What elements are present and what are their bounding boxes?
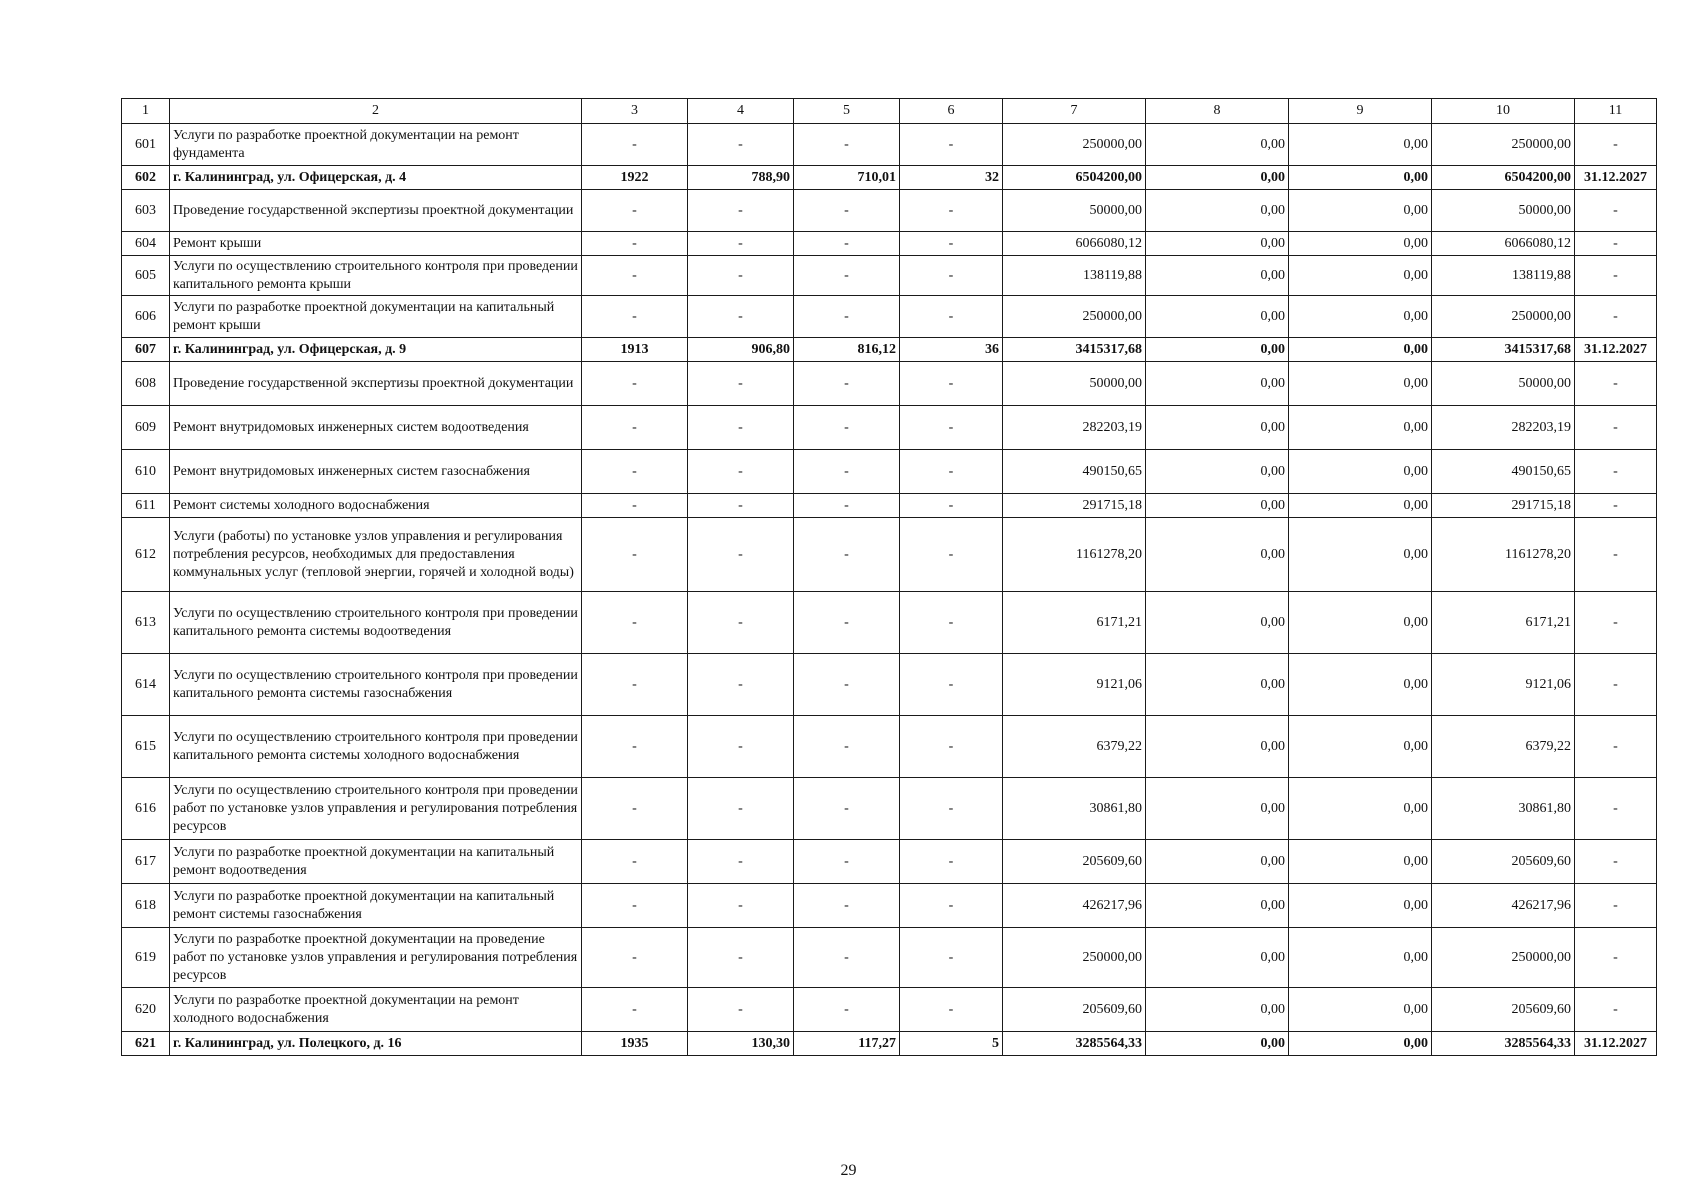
total-cost-cell: 205609,60 [1003, 988, 1146, 1032]
living-area-cell: 117,27 [794, 1032, 900, 1056]
fund-cost-cell: 0,00 [1146, 450, 1289, 494]
living-area-cell: - [794, 296, 900, 338]
table-body [122, 99, 1657, 1056]
deadline-cell: - [1575, 494, 1657, 518]
year-built-cell: - [582, 716, 688, 778]
row-number-cell: 606 [122, 296, 170, 338]
total-area-cell: - [688, 406, 794, 450]
total-area-cell: - [688, 840, 794, 884]
year-built-cell: 1935 [582, 1032, 688, 1056]
row-number-cell: 617 [122, 840, 170, 884]
year-built-cell: - [582, 296, 688, 338]
year-built-cell: - [582, 450, 688, 494]
residents-cell: 5 [900, 1032, 1003, 1056]
living-area-cell: - [794, 232, 900, 256]
work-row [122, 654, 1657, 716]
year-built-cell: - [582, 654, 688, 716]
address-row [122, 166, 1657, 190]
row-number-cell: 604 [122, 232, 170, 256]
total-area-cell: - [688, 716, 794, 778]
total-area-cell: - [688, 256, 794, 296]
page-number: 29 [840, 1162, 857, 1179]
work-row [122, 884, 1657, 928]
row-number-cell: 620 [122, 988, 170, 1032]
living-area-cell: - [794, 988, 900, 1032]
living-area-cell: - [794, 256, 900, 296]
deadline-cell: - [1575, 840, 1657, 884]
total-area-cell: - [688, 654, 794, 716]
total-cost-cell: 138119,88 [1003, 256, 1146, 296]
year-built-cell: - [582, 124, 688, 166]
fund-cost-cell: 0,00 [1146, 338, 1289, 362]
row-number-cell: 613 [122, 592, 170, 654]
header-cell: 9 [1289, 99, 1432, 124]
fund-cost-cell: 0,00 [1146, 778, 1289, 840]
work-name-cell: Услуги по разработке проектной документации на ремонт фундамента [170, 124, 582, 166]
work-name-cell: Ремонт внутридомовых инженерных систем водоотведения [170, 406, 582, 450]
row-number-cell: 611 [122, 494, 170, 518]
deadline-cell: - [1575, 592, 1657, 654]
work-row [122, 362, 1657, 406]
total-area-cell: - [688, 592, 794, 654]
work-name-cell: г. Калининград, ул. Офицерская, д. 9 [170, 338, 582, 362]
work-name-cell: Ремонт крыши [170, 232, 582, 256]
deadline-cell: - [1575, 124, 1657, 166]
owners-cost-cell: 6171,21 [1432, 592, 1575, 654]
living-area-cell: - [794, 494, 900, 518]
deadline-cell: - [1575, 884, 1657, 928]
deadline-cell: 31.12.2027 [1575, 1032, 1657, 1056]
work-name-cell: Услуги по осуществлению строительного контроля при проведении капитального ремонта крыши [170, 256, 582, 296]
header-cell: 2 [170, 99, 582, 124]
work-row [122, 840, 1657, 884]
work-row [122, 988, 1657, 1032]
owners-cost-cell: 205609,60 [1432, 840, 1575, 884]
budget-cost-cell: 0,00 [1289, 716, 1432, 778]
year-built-cell: - [582, 494, 688, 518]
header-cell: 8 [1146, 99, 1289, 124]
year-built-cell: - [582, 518, 688, 592]
residents-cell: - [900, 988, 1003, 1032]
living-area-cell: - [794, 716, 900, 778]
owners-cost-cell: 30861,80 [1432, 778, 1575, 840]
living-area-cell: - [794, 592, 900, 654]
living-area-cell: - [794, 928, 900, 988]
owners-cost-cell: 250000,00 [1432, 296, 1575, 338]
year-built-cell: - [582, 232, 688, 256]
total-cost-cell: 1161278,20 [1003, 518, 1146, 592]
header-row [122, 99, 1657, 124]
total-area-cell: 906,80 [688, 338, 794, 362]
residents-cell: - [900, 518, 1003, 592]
budget-cost-cell: 0,00 [1289, 884, 1432, 928]
total-area-cell: - [688, 884, 794, 928]
total-cost-cell: 3415317,68 [1003, 338, 1146, 362]
budget-cost-cell: 0,00 [1289, 518, 1432, 592]
owners-cost-cell: 6379,22 [1432, 716, 1575, 778]
living-area-cell: - [794, 654, 900, 716]
work-name-cell: Услуги (работы) по установке узлов управления и регулирования потребления ресурсов, необходимых для предоставления коммунальных услуг (тепловой энергии, горячей и холодной воды) [170, 518, 582, 592]
fund-cost-cell: 0,00 [1146, 232, 1289, 256]
fund-cost-cell: 0,00 [1146, 928, 1289, 988]
work-name-cell: Ремонт внутридомовых инженерных систем газоснабжения [170, 450, 582, 494]
address-row [122, 1032, 1657, 1056]
total-area-cell: - [688, 124, 794, 166]
fund-cost-cell: 0,00 [1146, 1032, 1289, 1056]
row-number-cell: 603 [122, 190, 170, 232]
work-name-cell: Услуги по осуществлению строительного контроля при проведении капитального ремонта системы водоотведения [170, 592, 582, 654]
total-area-cell: - [688, 362, 794, 406]
header-cell: 5 [794, 99, 900, 124]
living-area-cell: - [794, 840, 900, 884]
deadline-cell: - [1575, 256, 1657, 296]
owners-cost-cell: 138119,88 [1432, 256, 1575, 296]
work-name-cell: Услуги по разработке проектной документации на ремонт холодного водоснабжения [170, 988, 582, 1032]
year-built-cell: - [582, 190, 688, 232]
total-cost-cell: 6504200,00 [1003, 166, 1146, 190]
work-row [122, 124, 1657, 166]
total-area-cell: - [688, 518, 794, 592]
residents-cell: - [900, 296, 1003, 338]
work-name-cell: Проведение государственной экспертизы проектной документации [170, 362, 582, 406]
residents-cell: - [900, 124, 1003, 166]
total-area-cell: - [688, 232, 794, 256]
residents-cell: - [900, 406, 1003, 450]
total-cost-cell: 426217,96 [1003, 884, 1146, 928]
residents-cell: - [900, 362, 1003, 406]
living-area-cell: 816,12 [794, 338, 900, 362]
work-row [122, 190, 1657, 232]
living-area-cell: - [794, 406, 900, 450]
total-area-cell: 788,90 [688, 166, 794, 190]
work-row [122, 232, 1657, 256]
header-cell: 1 [122, 99, 170, 124]
total-area-cell: - [688, 296, 794, 338]
budget-cost-cell: 0,00 [1289, 362, 1432, 406]
total-cost-cell: 6379,22 [1003, 716, 1146, 778]
owners-cost-cell: 250000,00 [1432, 124, 1575, 166]
deadline-cell: - [1575, 232, 1657, 256]
header-cell: 11 [1575, 99, 1657, 124]
budget-cost-cell: 0,00 [1289, 654, 1432, 716]
deadline-cell: - [1575, 988, 1657, 1032]
deadline-cell: 31.12.2027 [1575, 338, 1657, 362]
work-row [122, 256, 1657, 296]
budget-cost-cell: 0,00 [1289, 592, 1432, 654]
residents-cell: - [900, 884, 1003, 928]
living-area-cell: - [794, 190, 900, 232]
work-name-cell: г. Калининград, ул. Полецкого, д. 16 [170, 1032, 582, 1056]
owners-cost-cell: 205609,60 [1432, 988, 1575, 1032]
total-area-cell: - [688, 450, 794, 494]
year-built-cell: - [582, 406, 688, 450]
budget-cost-cell: 0,00 [1289, 450, 1432, 494]
total-area-cell: 130,30 [688, 1032, 794, 1056]
residents-cell: - [900, 778, 1003, 840]
budget-cost-cell: 0,00 [1289, 124, 1432, 166]
row-number-cell: 609 [122, 406, 170, 450]
total-area-cell: - [688, 778, 794, 840]
deadline-cell: - [1575, 406, 1657, 450]
residents-cell: - [900, 654, 1003, 716]
work-name-cell: Услуги по разработке проектной документации на капитальный ремонт крыши [170, 296, 582, 338]
header-cell: 4 [688, 99, 794, 124]
work-name-cell: Услуги по разработке проектной документации на капитальный ремонт водоотведения [170, 840, 582, 884]
fund-cost-cell: 0,00 [1146, 592, 1289, 654]
header-cell: 7 [1003, 99, 1146, 124]
deadline-cell: 31.12.2027 [1575, 166, 1657, 190]
row-number-cell: 601 [122, 124, 170, 166]
total-cost-cell: 6066080,12 [1003, 232, 1146, 256]
work-name-cell: Проведение государственной экспертизы проектной документации [170, 190, 582, 232]
residents-cell: - [900, 592, 1003, 654]
budget-cost-cell: 0,00 [1289, 840, 1432, 884]
work-name-cell: Ремонт системы холодного водоснабжения [170, 494, 582, 518]
owners-cost-cell: 426217,96 [1432, 884, 1575, 928]
fund-cost-cell: 0,00 [1146, 190, 1289, 232]
living-area-cell: - [794, 362, 900, 406]
residents-cell: - [900, 494, 1003, 518]
row-number-cell: 621 [122, 1032, 170, 1056]
residents-cell: - [900, 716, 1003, 778]
budget-cost-cell: 0,00 [1289, 778, 1432, 840]
budget-cost-cell: 0,00 [1289, 494, 1432, 518]
budget-cost-cell: 0,00 [1289, 1032, 1432, 1056]
residents-cell: 32 [900, 166, 1003, 190]
deadline-cell: - [1575, 296, 1657, 338]
row-number-cell: 608 [122, 362, 170, 406]
header-cell: 6 [900, 99, 1003, 124]
residents-cell: - [900, 232, 1003, 256]
work-name-cell: Услуги по осуществлению строительного контроля при проведении работ по установке узлов управления и регулирования потребления ресурсов [170, 778, 582, 840]
year-built-cell: - [582, 778, 688, 840]
owners-cost-cell: 250000,00 [1432, 928, 1575, 988]
fund-cost-cell: 0,00 [1146, 716, 1289, 778]
residents-cell: - [900, 256, 1003, 296]
total-cost-cell: 205609,60 [1003, 840, 1146, 884]
work-row [122, 406, 1657, 450]
living-area-cell: - [794, 884, 900, 928]
residents-cell: - [900, 450, 1003, 494]
fund-cost-cell: 0,00 [1146, 362, 1289, 406]
row-number-cell: 615 [122, 716, 170, 778]
year-built-cell: - [582, 988, 688, 1032]
header-cell: 3 [582, 99, 688, 124]
work-row [122, 778, 1657, 840]
work-name-cell: Услуги по осуществлению строительного контроля при проведении капитального ремонта системы холодного водоснабжения [170, 716, 582, 778]
budget-cost-cell: 0,00 [1289, 928, 1432, 988]
deadline-cell: - [1575, 450, 1657, 494]
row-number-cell: 607 [122, 338, 170, 362]
owners-cost-cell: 490150,65 [1432, 450, 1575, 494]
total-area-cell: - [688, 928, 794, 988]
deadline-cell: - [1575, 190, 1657, 232]
deadline-cell: - [1575, 654, 1657, 716]
total-cost-cell: 50000,00 [1003, 190, 1146, 232]
row-number-cell: 610 [122, 450, 170, 494]
deadline-cell: - [1575, 928, 1657, 988]
owners-cost-cell: 50000,00 [1432, 190, 1575, 232]
fund-cost-cell: 0,00 [1146, 988, 1289, 1032]
total-cost-cell: 9121,06 [1003, 654, 1146, 716]
row-number-cell: 605 [122, 256, 170, 296]
budget-cost-cell: 0,00 [1289, 232, 1432, 256]
work-row [122, 928, 1657, 988]
budget-cost-cell: 0,00 [1289, 256, 1432, 296]
budget-cost-cell: 0,00 [1289, 190, 1432, 232]
row-number-cell: 619 [122, 928, 170, 988]
total-cost-cell: 6171,21 [1003, 592, 1146, 654]
living-area-cell: - [794, 778, 900, 840]
work-row [122, 296, 1657, 338]
budget-cost-cell: 0,00 [1289, 988, 1432, 1032]
row-number-cell: 612 [122, 518, 170, 592]
fund-cost-cell: 0,00 [1146, 406, 1289, 450]
owners-cost-cell: 50000,00 [1432, 362, 1575, 406]
owners-cost-cell: 282203,19 [1432, 406, 1575, 450]
work-row [122, 494, 1657, 518]
total-cost-cell: 250000,00 [1003, 928, 1146, 988]
work-row [122, 518, 1657, 592]
row-number-cell: 616 [122, 778, 170, 840]
budget-cost-cell: 0,00 [1289, 166, 1432, 190]
total-cost-cell: 250000,00 [1003, 296, 1146, 338]
fund-cost-cell: 0,00 [1146, 884, 1289, 928]
total-area-cell: - [688, 494, 794, 518]
year-built-cell: - [582, 256, 688, 296]
year-built-cell: - [582, 840, 688, 884]
living-area-cell: 710,01 [794, 166, 900, 190]
total-cost-cell: 490150,65 [1003, 450, 1146, 494]
owners-cost-cell: 3285564,33 [1432, 1032, 1575, 1056]
total-cost-cell: 250000,00 [1003, 124, 1146, 166]
work-row [122, 716, 1657, 778]
residents-cell: - [900, 928, 1003, 988]
year-built-cell: - [582, 592, 688, 654]
residents-cell: 36 [900, 338, 1003, 362]
living-area-cell: - [794, 124, 900, 166]
fund-cost-cell: 0,00 [1146, 654, 1289, 716]
header-cell: 10 [1432, 99, 1575, 124]
owners-cost-cell: 6504200,00 [1432, 166, 1575, 190]
year-built-cell: 1922 [582, 166, 688, 190]
year-built-cell: - [582, 884, 688, 928]
budget-cost-cell: 0,00 [1289, 296, 1432, 338]
deadline-cell: - [1575, 778, 1657, 840]
residents-cell: - [900, 190, 1003, 232]
work-name-cell: г. Калининград, ул. Офицерская, д. 4 [170, 166, 582, 190]
row-number-cell: 614 [122, 654, 170, 716]
fund-cost-cell: 0,00 [1146, 494, 1289, 518]
total-area-cell: - [688, 988, 794, 1032]
owners-cost-cell: 6066080,12 [1432, 232, 1575, 256]
year-built-cell: - [582, 928, 688, 988]
residents-cell: - [900, 840, 1003, 884]
budget-cost-cell: 0,00 [1289, 338, 1432, 362]
deadline-cell: - [1575, 362, 1657, 406]
deadline-cell: - [1575, 716, 1657, 778]
work-name-cell: Услуги по разработке проектной документации на капитальный ремонт системы газоснабжения [170, 884, 582, 928]
row-number-cell: 602 [122, 166, 170, 190]
total-cost-cell: 30861,80 [1003, 778, 1146, 840]
living-area-cell: - [794, 450, 900, 494]
living-area-cell: - [794, 518, 900, 592]
work-name-cell: Услуги по разработке проектной документации на проведение работ по установке узлов управления и регулирования потребления ресурсов [170, 928, 582, 988]
fund-cost-cell: 0,00 [1146, 256, 1289, 296]
year-built-cell: 1913 [582, 338, 688, 362]
total-cost-cell: 3285564,33 [1003, 1032, 1146, 1056]
total-cost-cell: 291715,18 [1003, 494, 1146, 518]
total-area-cell: - [688, 190, 794, 232]
owners-cost-cell: 3415317,68 [1432, 338, 1575, 362]
work-row [122, 450, 1657, 494]
fund-cost-cell: 0,00 [1146, 124, 1289, 166]
fund-cost-cell: 0,00 [1146, 166, 1289, 190]
row-number-cell: 618 [122, 884, 170, 928]
fund-cost-cell: 0,00 [1146, 518, 1289, 592]
works-table [121, 98, 1657, 1056]
owners-cost-cell: 9121,06 [1432, 654, 1575, 716]
deadline-cell: - [1575, 518, 1657, 592]
owners-cost-cell: 291715,18 [1432, 494, 1575, 518]
total-cost-cell: 282203,19 [1003, 406, 1146, 450]
budget-cost-cell: 0,00 [1289, 406, 1432, 450]
work-row [122, 592, 1657, 654]
address-row [122, 338, 1657, 362]
year-built-cell: - [582, 362, 688, 406]
fund-cost-cell: 0,00 [1146, 840, 1289, 884]
total-cost-cell: 50000,00 [1003, 362, 1146, 406]
owners-cost-cell: 1161278,20 [1432, 518, 1575, 592]
work-name-cell: Услуги по осуществлению строительного контроля при проведении капитального ремонта системы газоснабжения [170, 654, 582, 716]
fund-cost-cell: 0,00 [1146, 296, 1289, 338]
